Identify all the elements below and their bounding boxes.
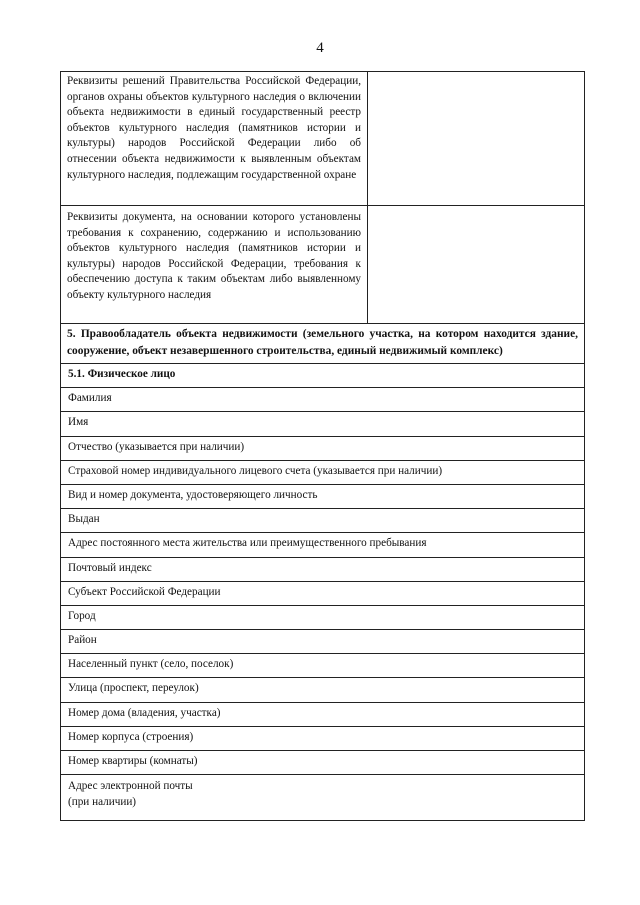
field-house-number[interactable]: Номер дома (владения, участка) (61, 703, 584, 727)
protection-requirements-value[interactable] (368, 206, 584, 323)
field-city[interactable]: Город (61, 606, 584, 630)
field-snils[interactable]: Страховой номер индивидуального лицевого счета (указывается при наличии) (61, 461, 584, 485)
field-federal-subject[interactable]: Субъект Российской Федерации (61, 582, 584, 606)
page-number: 4 (316, 40, 324, 56)
heritage-decision-value[interactable] (368, 72, 584, 205)
field-district[interactable]: Район (61, 630, 584, 654)
field-email[interactable] (61, 775, 584, 821)
field-email-label: Адрес электронной почты (68, 780, 193, 793)
field-postal-code[interactable]: Почтовый индекс (61, 558, 584, 582)
form-table (60, 71, 585, 821)
field-patronymic[interactable]: Отчество (указывается при наличии) (61, 437, 584, 461)
field-surname[interactable]: Фамилия (61, 388, 584, 412)
field-building-number[interactable]: Номер корпуса (строения) (61, 727, 584, 751)
field-first-name[interactable]: Имя (61, 412, 584, 436)
field-id-document[interactable]: Вид и номер документа, удостоверяющего личность (61, 485, 584, 509)
subsection-5-1-title: 5.1. Физическое лицо (61, 364, 584, 388)
section-5-title: 5. Правообладатель объекта недвижимости (земельного участка, на котором находится здание, сооружение, объект незавершенного строительства, единый недвижимый комплекс) (61, 324, 584, 364)
field-apartment-number[interactable]: Номер квартиры (комнаты) (61, 751, 584, 775)
heritage-decision-row (61, 72, 584, 206)
protection-requirements-row (61, 206, 584, 324)
heritage-decision-label: Реквизиты решений Правительства Российской Федерации, органов охраны объектов культурного наследия о включении объекта недвижимости в единый государственный реестр объектов культурного наследия (памятников истории и культуры) народов Российской Федерации либо об отнесении объекта недвижимости к выявленным объектам культурного наследия, подлежащим государственной охране (61, 72, 368, 205)
field-email-note: (при наличии) (68, 796, 137, 809)
field-street[interactable]: Улица (проспект, переулок) (61, 678, 584, 702)
field-issued-by[interactable]: Выдан (61, 509, 584, 533)
protection-requirements-label: Реквизиты документа, на основании которого установлены требования к сохранению, содержанию и использованию объектов культурного наследия (памятников истории и культуры) народов Российской Федерации, требования к обеспечению доступа к таким объектам либо выявленному объекту культурного наследия (61, 206, 368, 323)
field-residence-address[interactable]: Адрес постоянного места жительства или преимущественного пребывания (61, 533, 584, 557)
field-settlement[interactable]: Населенный пункт (село, поселок) (61, 654, 584, 678)
